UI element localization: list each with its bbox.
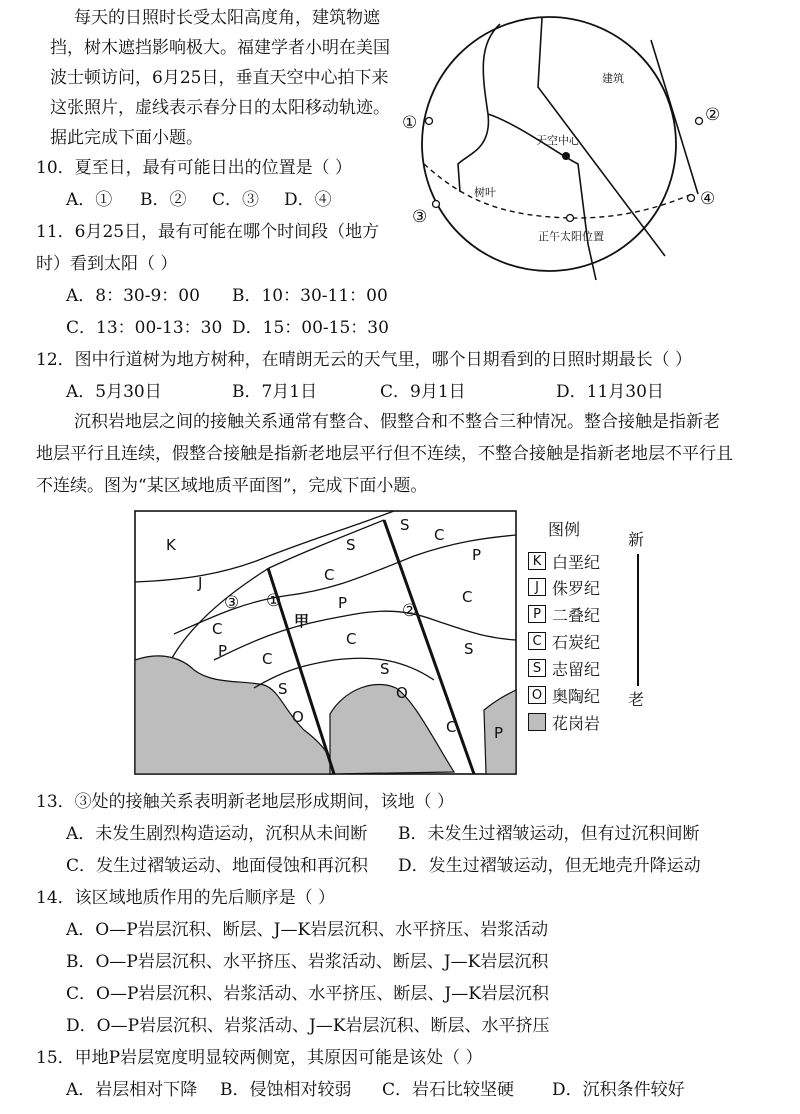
map-label-s: S xyxy=(346,536,356,554)
map-label-c: C xyxy=(462,588,473,606)
passage-2-line: 不连续。图为“某区域地质平面图”，完成下面小题。 xyxy=(36,476,428,496)
question-stem: 14．该区域地质作用的先后顺序是（ ） xyxy=(36,888,336,908)
option-a: A．岩层相对下降 xyxy=(66,1080,198,1100)
point-4-label: ④ xyxy=(700,189,716,209)
sun-path-equinox xyxy=(424,164,692,218)
question-stem: 15．甲地P岩层宽度明显较两侧宽，其原因可能是该处（ ） xyxy=(36,1048,483,1068)
option-a: A．5月30日 xyxy=(66,382,162,402)
map-label-3: ③ xyxy=(224,593,240,613)
map-label-c: C xyxy=(262,650,273,668)
map-label-1: ① xyxy=(266,591,282,611)
map-label-p: P xyxy=(338,594,348,612)
legend-swatch: C xyxy=(528,632,546,650)
legend-item xyxy=(528,577,600,597)
map-label-s: S xyxy=(400,516,410,534)
age-scale-line xyxy=(637,554,639,686)
passage-1-line: 波士顿访问，6月25日，垂直天空中心拍下来 xyxy=(50,68,389,88)
legend-title: 图例 xyxy=(548,520,581,539)
map-label-s: S xyxy=(464,640,474,658)
legend-swatch: P xyxy=(528,605,546,623)
scale-new-label: 新 xyxy=(628,530,645,549)
point-2-label: ② xyxy=(705,105,721,125)
option-b: B．② xyxy=(140,190,187,210)
building-label: 建筑 xyxy=(602,72,624,85)
map-label-p: P xyxy=(494,724,504,742)
legend-item xyxy=(528,685,600,705)
map-label-o: O xyxy=(292,708,304,726)
option-c: C．13：00-13：30 xyxy=(66,318,223,338)
question-stem: 时）看到太阳（ ） xyxy=(36,254,178,274)
option-d: D．O—P岩层沉积、岩浆活动、J—K岩层沉积、断层、水平挤压 xyxy=(66,1016,550,1036)
passage-2-line: 沉积岩地层之间的接触关系通常有整合、假整合和不整合三种情况。整合接触是指新老 xyxy=(74,412,720,432)
legend-swatch: S xyxy=(528,659,546,677)
map-label-jia: 甲 xyxy=(294,612,310,630)
option-b: B．未发生过褶皱运动，但有过沉积间断 xyxy=(398,824,700,844)
option-c: C．岩石比较坚硬 xyxy=(382,1080,515,1100)
passage-2-line: 地层平行且连续，假整合接触是指新老地层平行但不连续，不整合接触是指新老地层不平行且 xyxy=(36,444,733,464)
map-label-2: ② xyxy=(402,601,418,621)
legend-label: 奥陶纪 xyxy=(552,686,601,706)
passage-1-line: 挡，树木遮挡影响极大。福建学者小明在美国 xyxy=(50,38,390,58)
legend-item xyxy=(528,604,600,624)
map-label-c: C xyxy=(434,526,445,544)
point-3-label: ③ xyxy=(412,207,428,227)
legend-label: 二叠纪 xyxy=(552,605,601,625)
question-stem: 12．图中行道树为地方树种，在晴朗无云的天气里，哪个日期看到的日照时期最长（ ） xyxy=(36,350,693,370)
sky-center-dot xyxy=(562,152,570,160)
option-d: D．④ xyxy=(284,190,332,210)
legend-swatch: J xyxy=(528,578,546,596)
option-a: A．O—P岩层沉积、断层、J—K岩层沉积、水平挤压、岩浆活动 xyxy=(66,920,549,940)
sky-photo-figure xyxy=(402,4,728,294)
option-d: D．沉积条件较好 xyxy=(552,1080,685,1100)
geology-map xyxy=(134,510,518,776)
option-d: D．11月30日 xyxy=(556,382,664,402)
map-label-c: C xyxy=(324,566,335,584)
legend-swatch: O xyxy=(528,686,546,704)
map-label-k: K xyxy=(166,536,176,554)
point-1-marker xyxy=(426,118,433,125)
noon-sun-point xyxy=(567,215,574,222)
map-label-p: P xyxy=(218,642,228,660)
option-c: C．发生过褶皱运动、地面侵蚀和再沉积 xyxy=(66,856,369,876)
point-4-marker xyxy=(688,195,695,202)
legend-label: 白垩纪 xyxy=(552,552,601,572)
legend-swatch-granite xyxy=(528,713,546,731)
point-2-marker xyxy=(696,118,703,125)
map-label-j: J xyxy=(198,574,203,592)
legend-item xyxy=(528,658,600,678)
sky-center-label: 天空中心 xyxy=(536,134,580,147)
legend-item xyxy=(528,631,600,651)
legend-label: 志留纪 xyxy=(552,659,601,679)
option-a: A．① xyxy=(66,190,113,210)
legend-label: 侏罗纪 xyxy=(552,578,601,598)
option-b: B．O—P岩层沉积、水平挤压、岩浆活动、断层、J—K岩层沉积 xyxy=(66,952,549,972)
map-label-p: P xyxy=(472,546,482,564)
map-label-s: S xyxy=(380,660,390,678)
option-a: A．8：30-9：00 xyxy=(66,286,200,306)
passage-1-line: 每天的日照时长受太阳高度角，建筑物遮 xyxy=(74,8,380,28)
legend-label: 石炭纪 xyxy=(552,632,601,652)
legend-label: 花岗岩 xyxy=(552,713,601,733)
legend-item xyxy=(528,712,600,732)
option-a: A．未发生剧烈构造运动，沉积从未间断 xyxy=(66,824,368,844)
option-c: C．③ xyxy=(212,190,260,210)
point-1-label: ① xyxy=(402,113,418,133)
map-label-c: C xyxy=(212,620,223,638)
option-d: D．发生过褶皱运动，但无地壳升降运动 xyxy=(398,856,701,876)
map-label-s: S xyxy=(278,680,288,698)
option-b: B．10：30-11：00 xyxy=(232,286,388,306)
passage-1-line: 据此完成下面小题。 xyxy=(50,128,203,148)
question-stem: 10．夏至日，最有可能日出的位置是（ ） xyxy=(36,158,353,178)
map-label-c: C xyxy=(346,630,357,648)
tree-label: 树叶 xyxy=(474,186,496,199)
legend-swatch: K xyxy=(528,552,546,570)
map-label-c: C xyxy=(446,718,457,736)
option-b: B．7月1日 xyxy=(232,382,318,402)
option-d: D．15：00-15：30 xyxy=(232,318,389,338)
option-c: C．9月1日 xyxy=(380,382,466,402)
noon-sun-label: 正午太阳位置 xyxy=(538,230,604,243)
map-label-o: O xyxy=(396,684,408,702)
legend-item xyxy=(528,551,600,571)
option-c: C．O—P岩层沉积、岩浆活动、水平挤压、断层、J—K岩层沉积 xyxy=(66,984,549,1004)
question-stem: 13．③处的接触关系表明新老地层形成期间，该地（ ） xyxy=(36,792,455,812)
scale-old-label: 老 xyxy=(628,690,645,709)
point-3-marker xyxy=(433,201,440,208)
question-stem: 11．6月25日，最有可能在哪个时间段（地方 xyxy=(36,222,380,242)
option-b: B．侵蚀相对较弱 xyxy=(220,1080,352,1100)
passage-1-line: 这张照片，虚线表示春分日的太阳移动轨迹。 xyxy=(50,98,390,118)
